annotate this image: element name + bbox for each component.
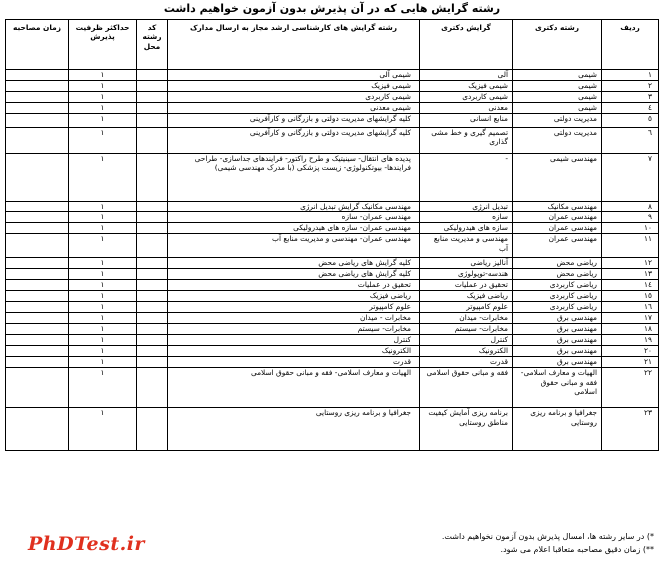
footnote-2: **) زمان دقیق مصاحبه متعاقبا اعلام می شود. [500, 545, 654, 554]
table-row [6, 302, 659, 313]
row-number: ٨ [602, 202, 659, 212]
phd-spec-cell: آلی [420, 70, 513, 81]
interview-cell [6, 291, 69, 302]
accepted-fields-cell: مهندسی مکانیک گرایش تبدیل انرژی [168, 202, 420, 212]
row-number: ١٠ [602, 223, 659, 234]
interview-cell [6, 269, 69, 280]
phd-major-cell: ریاضی کاربردی [513, 302, 602, 313]
row-number: ١٢ [602, 258, 659, 269]
accepted-fields-cell: مهندسی عمران- سازه های هیدرولیکی [168, 223, 420, 234]
phd-spec-cell: معدنی [420, 103, 513, 114]
capacity-cell: ١ [69, 114, 137, 128]
accepted-fields-cell: قدرت [168, 357, 420, 368]
interview-cell [6, 234, 69, 258]
phd-spec-cell: برنامه ریزی آمایش کیفیت مناطق روستایی [420, 408, 513, 451]
code-cell [137, 280, 168, 291]
capacity-cell: ١ [69, 335, 137, 346]
row-number: ٢١ [602, 357, 659, 368]
row-number: ٥ [602, 114, 659, 128]
row-number: ٤ [602, 103, 659, 114]
table-row [6, 103, 659, 114]
interview-cell [6, 212, 69, 223]
phd-major-cell: مهندسی شیمی [513, 154, 602, 202]
table-row [6, 269, 659, 280]
capacity-cell: ١ [69, 280, 137, 291]
interview-cell [6, 357, 69, 368]
phd-major-cell: مهندسی برق [513, 324, 602, 335]
capacity-cell: ١ [69, 408, 137, 451]
table-row [6, 280, 659, 291]
code-cell [137, 81, 168, 92]
accepted-fields-cell: مخابرات- سیستم [168, 324, 420, 335]
capacity-cell: ١ [69, 202, 137, 212]
row-number: ٢٣ [602, 408, 659, 451]
table-body [6, 70, 659, 451]
phd-major-cell: مهندسی برق [513, 313, 602, 324]
phd-spec-cell: شیمی فیزیک [420, 81, 513, 92]
capacity-cell: ١ [69, 223, 137, 234]
capacity-cell: ١ [69, 302, 137, 313]
code-cell [137, 114, 168, 128]
phd-major-cell: شیمی [513, 70, 602, 81]
phd-spec-cell: آنالیز ریاضی [420, 258, 513, 269]
accepted-fields-cell: کلیه گرایشهای مدیریت دولتی و بازرگانی و کارآفرینی [168, 114, 420, 128]
accepted-fields-cell: علوم کامپیوتر [168, 302, 420, 313]
row-number: ٢ [602, 81, 659, 92]
table-row [6, 234, 659, 258]
phd-spec-cell: منابع انسانی [420, 114, 513, 128]
phd-major-cell: الهیات و معارف اسلامی- فقه و مبانی حقوق اسلامی [513, 368, 602, 408]
capacity-cell: ١ [69, 128, 137, 154]
table-row [6, 92, 659, 103]
code-cell [137, 269, 168, 280]
code-cell [137, 92, 168, 103]
code-cell [137, 324, 168, 335]
row-number: ٣ [602, 92, 659, 103]
interview-cell [6, 114, 69, 128]
phd-major-cell: مهندسی عمران [513, 234, 602, 258]
phd-major-cell: مهندسی مکانیک [513, 202, 602, 212]
accepted-fields-cell: مهندسی عمران- مهندسی و مدیریت منابع آب [168, 234, 420, 258]
row-number: ١٤ [602, 280, 659, 291]
code-cell [137, 128, 168, 154]
interview-cell [6, 324, 69, 335]
table-row [6, 202, 659, 212]
capacity-cell: ١ [69, 103, 137, 114]
row-number: ٦ [602, 128, 659, 154]
header-code: کد رشته محل [137, 20, 168, 70]
table-row [6, 223, 659, 234]
code-cell [137, 202, 168, 212]
row-number: ١١ [602, 234, 659, 258]
accepted-fields-cell: پدیده های انتقال- سینیتیک و طرح راکتور- فرایندهای جداسازی- طراحی فرایندها- بیوتکنولوژی- زیست پزشکی (با مدرک مهندسی شیمی) [168, 154, 420, 202]
accepted-fields-cell: شیمی معدنی [168, 103, 420, 114]
code-cell [137, 234, 168, 258]
capacity-cell: ١ [69, 92, 137, 103]
code-cell [137, 408, 168, 451]
table-row [6, 70, 659, 81]
interview-cell [6, 346, 69, 357]
phd-major-cell: مهندسی برق [513, 346, 602, 357]
accepted-fields-cell: شیمی فیزیک [168, 81, 420, 92]
phd-major-cell: مهندسی برق [513, 357, 602, 368]
table-row [6, 313, 659, 324]
row-number: ١٣ [602, 269, 659, 280]
code-cell [137, 291, 168, 302]
code-cell [137, 154, 168, 202]
row-number: ٢٠ [602, 346, 659, 357]
phd-spec-cell: تحقیق در عملیات [420, 280, 513, 291]
phd-spec-cell: - [420, 154, 513, 202]
accepted-fields-cell: تحقیق در عملیات [168, 280, 420, 291]
code-cell [137, 70, 168, 81]
table-row [6, 335, 659, 346]
accepted-fields-cell: کنترل [168, 335, 420, 346]
phd-major-cell: مدیریت دولتی [513, 128, 602, 154]
row-number: ٧ [602, 154, 659, 202]
interview-cell [6, 128, 69, 154]
capacity-cell: ١ [69, 154, 137, 202]
phd-major-cell: مهندسی عمران [513, 212, 602, 223]
capacity-cell: ١ [69, 81, 137, 92]
accepted-fields-cell: الکترونیک [168, 346, 420, 357]
phd-spec-cell: علوم کامپیوتر [420, 302, 513, 313]
row-number: ١٥ [602, 291, 659, 302]
phd-major-cell: ریاضی محض [513, 269, 602, 280]
phd-major-cell: مدیریت دولتی [513, 114, 602, 128]
row-number: ١٩ [602, 335, 659, 346]
interview-cell [6, 81, 69, 92]
phd-spec-cell: قدرت [420, 357, 513, 368]
header-capacity: حداکثر ظرفیت پذیرش [69, 20, 137, 70]
capacity-cell: ١ [69, 324, 137, 335]
phd-major-cell: ریاضی کاربردی [513, 280, 602, 291]
header-phd-spec: گرایش دکتری [420, 20, 513, 70]
phd-major-cell: ریاضی کاربردی [513, 291, 602, 302]
admissions-table [5, 19, 659, 451]
table-row [6, 81, 659, 92]
capacity-cell: ١ [69, 368, 137, 408]
phd-spec-cell: کنترل [420, 335, 513, 346]
header-phd-major: رشته دکتری [513, 20, 602, 70]
phd-spec-cell: تصمیم گیری و خط مشی گذاری [420, 128, 513, 154]
accepted-fields-cell: مخابرات - میدان [168, 313, 420, 324]
code-cell [137, 258, 168, 269]
interview-cell [6, 368, 69, 408]
interview-cell [6, 92, 69, 103]
table-row [6, 212, 659, 223]
interview-cell [6, 280, 69, 291]
phd-spec-cell: شیمی کاربردی [420, 92, 513, 103]
code-cell [137, 313, 168, 324]
row-number: ١٧ [602, 313, 659, 324]
table-row [6, 346, 659, 357]
accepted-fields-cell: جغرافیا و برنامه ریزی روستایی [168, 408, 420, 451]
header-accepted-fields: رشته گرایش های کارشناسی ارشد مجاز به ارسال مدارک [168, 20, 420, 70]
row-number: ١ [602, 70, 659, 81]
table-header-row [6, 20, 659, 70]
table-row [6, 114, 659, 128]
phd-spec-cell: الکترونیک [420, 346, 513, 357]
row-number: ٢٢ [602, 368, 659, 408]
interview-cell [6, 70, 69, 81]
phd-spec-cell: ریاضی فیزیک [420, 291, 513, 302]
capacity-cell: ١ [69, 70, 137, 81]
interview-cell [6, 202, 69, 212]
header-num: ردیف [602, 20, 659, 70]
capacity-cell: ١ [69, 269, 137, 280]
phd-major-cell: شیمی [513, 81, 602, 92]
interview-cell [6, 154, 69, 202]
phd-spec-cell: سازه های هیدرولیکی [420, 223, 513, 234]
phd-spec-cell: تبدیل انرژی [420, 202, 513, 212]
capacity-cell: ١ [69, 258, 137, 269]
table-row [6, 368, 659, 408]
code-cell [137, 212, 168, 223]
interview-cell [6, 103, 69, 114]
interview-cell [6, 302, 69, 313]
footnote-1: *) در سایر رشته ها، امسال پذیرش بدون آزمون نخواهیم داشت. [441, 532, 654, 541]
accepted-fields-cell: شیمی کاربردی [168, 92, 420, 103]
accepted-fields-cell: کلیه گرایش های ریاضی محض [168, 258, 420, 269]
row-number: ٩ [602, 212, 659, 223]
capacity-cell: ١ [69, 357, 137, 368]
accepted-fields-cell: شیمی آلی [168, 70, 420, 81]
accepted-fields-cell: مهندسی عمران- سازه [168, 212, 420, 223]
code-cell [137, 223, 168, 234]
accepted-fields-cell: کلیه گرایش های ریاضی محض [168, 269, 420, 280]
phd-major-cell: شیمی [513, 103, 602, 114]
phd-major-cell: شیمی [513, 92, 602, 103]
interview-cell [6, 335, 69, 346]
capacity-cell: ١ [69, 346, 137, 357]
phd-spec-cell: مخابرات- سیستم [420, 324, 513, 335]
table-row [6, 128, 659, 154]
interview-cell [6, 313, 69, 324]
accepted-fields-cell: الهیات و معارف اسلامی- فقه و مبانی حقوق اسلامی [168, 368, 420, 408]
code-cell [137, 302, 168, 313]
table-row [6, 408, 659, 451]
phd-spec-cell: مخابرات- میدان [420, 313, 513, 324]
accepted-fields-cell: ریاضی فیزیک [168, 291, 420, 302]
table-row [6, 357, 659, 368]
code-cell [137, 368, 168, 408]
phd-spec-cell: مهندسی و مدیریت منابع آب [420, 234, 513, 258]
code-cell [137, 335, 168, 346]
phd-major-cell: مهندسی عمران [513, 223, 602, 234]
page-title: رشته گرایش هایی که در آن پذیرش بدون آزمون خواهیم داشت [163, 2, 501, 15]
capacity-cell: ١ [69, 212, 137, 223]
code-cell [137, 346, 168, 357]
table-row [6, 154, 659, 202]
interview-cell [6, 258, 69, 269]
row-number: ١٨ [602, 324, 659, 335]
table-row [6, 324, 659, 335]
interview-cell [6, 408, 69, 451]
phd-major-cell: جغرافیا و برنامه ریزی روستایی [513, 408, 602, 451]
capacity-cell: ١ [69, 234, 137, 258]
capacity-cell: ١ [69, 313, 137, 324]
code-cell [137, 103, 168, 114]
row-number: ١٦ [602, 302, 659, 313]
footnotes [442, 530, 654, 556]
watermark-logo: PhDTest.ir [28, 533, 145, 555]
capacity-cell: ١ [69, 291, 137, 302]
phd-spec-cell: فقه و مبانی حقوق اسلامی [420, 368, 513, 408]
header-interview: زمان مصاحبه [6, 20, 69, 70]
phd-major-cell: ریاضی محض [513, 258, 602, 269]
phd-major-cell: مهندسی برق [513, 335, 602, 346]
table-row [6, 291, 659, 302]
table-row [6, 258, 659, 269]
interview-cell [6, 223, 69, 234]
phd-spec-cell: سازه [420, 212, 513, 223]
code-cell [137, 357, 168, 368]
accepted-fields-cell: کلیه گرایشهای مدیریت دولتی و بازرگانی و کارآفرینی [168, 128, 420, 154]
phd-spec-cell: هندسه-توپولوژی [420, 269, 513, 280]
